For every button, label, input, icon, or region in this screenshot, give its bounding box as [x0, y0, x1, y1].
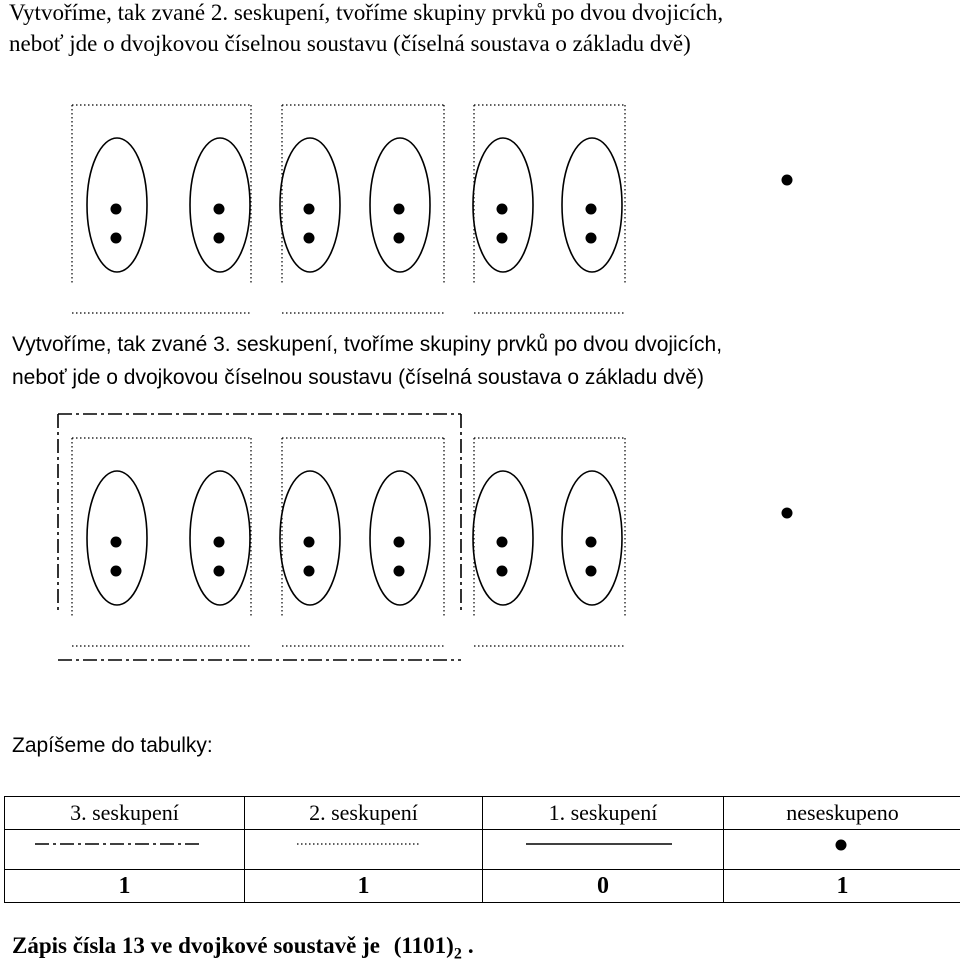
grouping-table: [4, 796, 960, 903]
result-end: .: [467, 933, 474, 958]
header-cell: neseskupeno: [724, 797, 960, 830]
intro2-line1: Vytvoříme, tak zvané 3. seskupení, tvoříme skupiny prvků po dvou dvojicích,: [12, 333, 723, 356]
table-value-row: [5, 870, 960, 903]
result-number: (1101): [393, 933, 454, 958]
value-cell: 1: [724, 870, 960, 903]
mark-cell: [245, 830, 483, 870]
value-cell: 0: [483, 870, 724, 903]
intro1-line1: Vytvoříme, tak zvané 2. seskupení, tvoříme skupiny prvků po dvou dvojicích,: [9, 0, 724, 25]
intro2-line2: neboť jde o dvojkovou číselnou soustavu (číselná soustava o základu dvě): [12, 366, 704, 389]
elements: [111, 175, 793, 244]
dash-dot-line-mark: [5, 830, 244, 864]
mark-cell: [724, 830, 960, 870]
table-caption: Zapíšeme do tabulky:: [12, 734, 213, 757]
table-header-row: [5, 797, 960, 830]
ungrouped-dot: [782, 508, 793, 519]
level1-ovals: [87, 471, 622, 605]
header-cell: 2. seskupení: [245, 797, 483, 830]
dot-mark: [724, 830, 960, 864]
ungrouped-dot: [782, 175, 793, 186]
mark-cell: [483, 830, 724, 870]
intro1-line2: neboť jde o dvojkovou číselnou soustavu (číselná soustava o základu dvě): [9, 31, 691, 56]
grouping-figure-3: [0, 400, 960, 675]
result-line: [12, 933, 474, 964]
level1-ovals: [87, 138, 622, 272]
header-cell: 3. seskupení: [5, 797, 245, 830]
result-text: Zápis čísla 13 ve dvojkové soustavě je: [12, 933, 380, 958]
table-mark-row: [5, 830, 960, 870]
result-base: 2: [453, 945, 462, 963]
grouping-figure-2: [0, 95, 960, 325]
dotted-line-mark: [245, 830, 482, 864]
level2-groups: [72, 105, 625, 313]
value-cell: 1: [245, 870, 483, 903]
level2-groups: [72, 438, 625, 646]
header-cell: 1. seskupení: [483, 797, 724, 830]
elements: [111, 508, 793, 577]
solid-line-mark: [483, 830, 723, 864]
mark-cell: [5, 830, 245, 870]
value-cell: 1: [5, 870, 245, 903]
